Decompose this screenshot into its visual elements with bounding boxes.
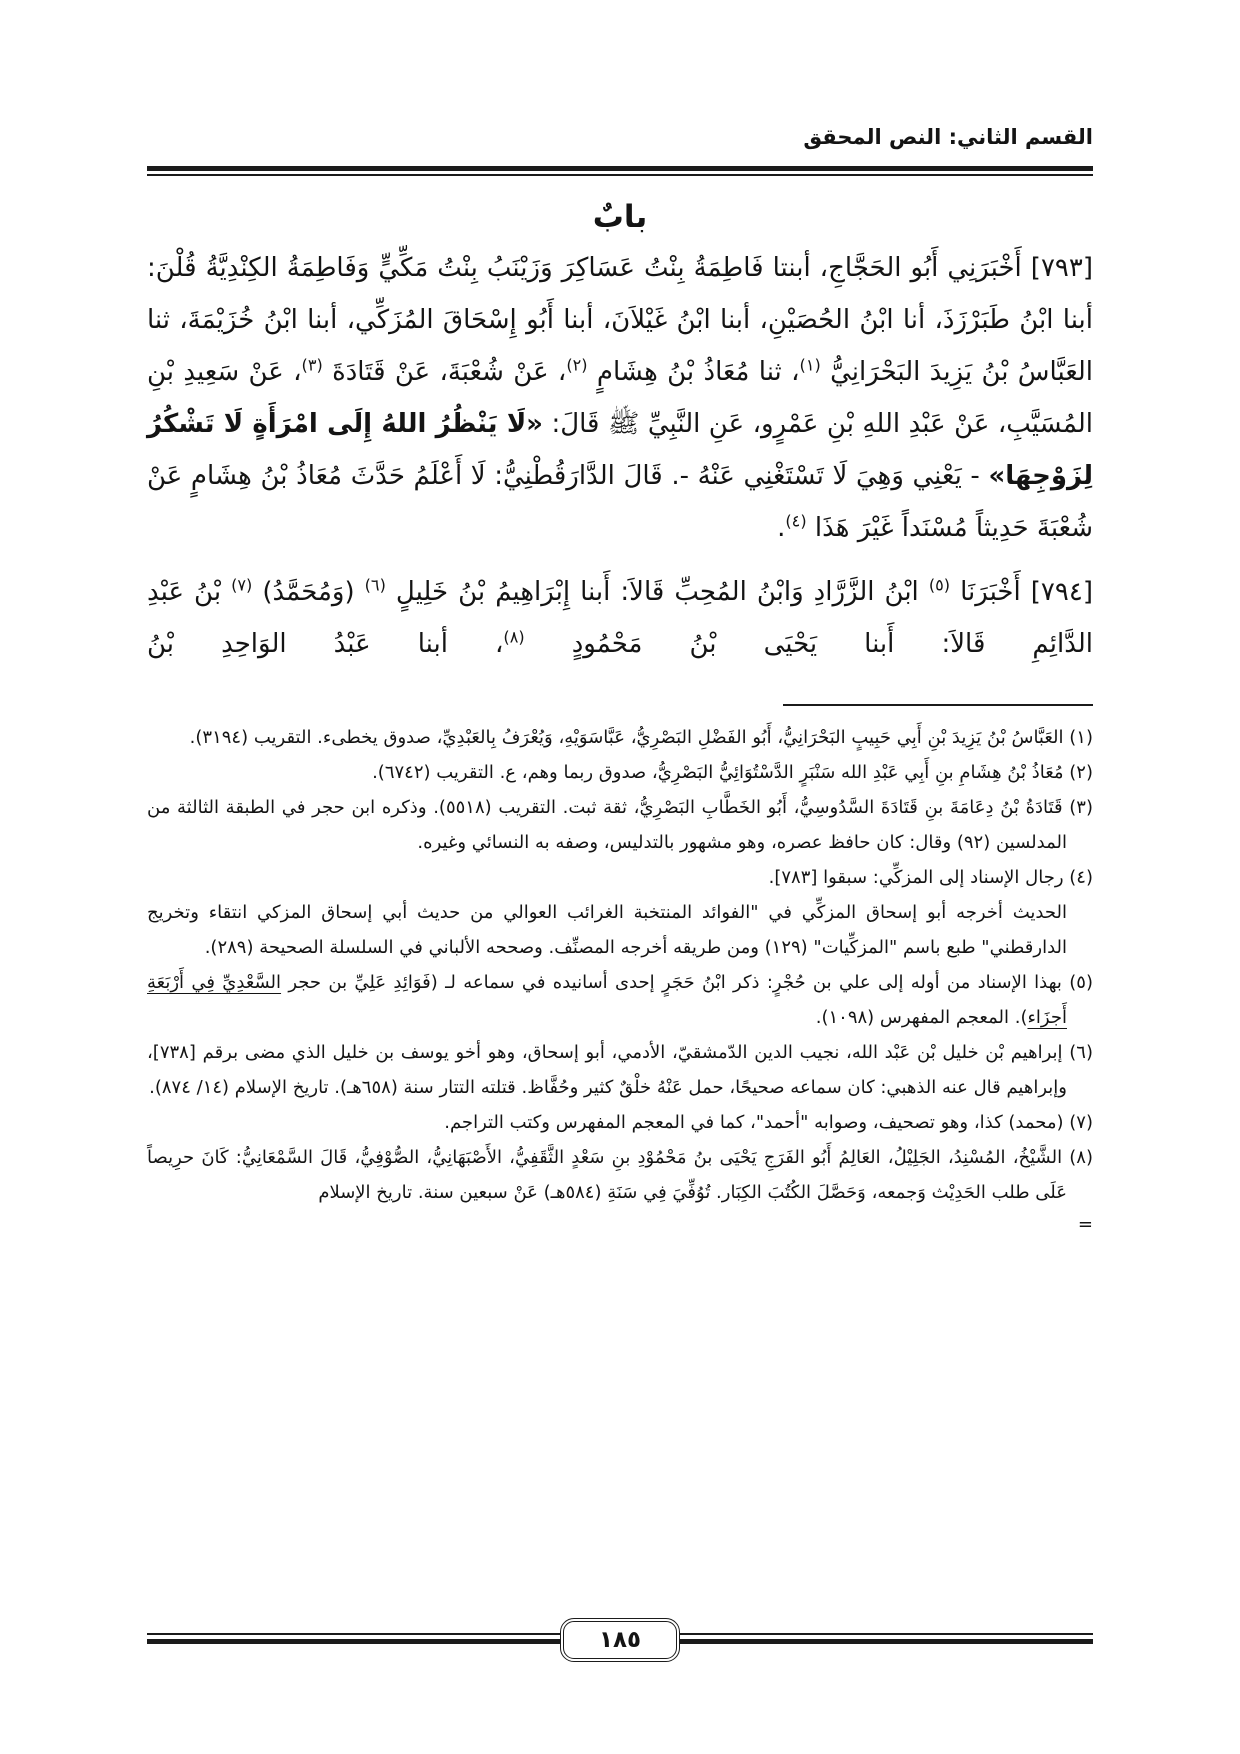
text-run: قَتَادَةُ بْنُ دِعَامَةَ بنِ قَتَادَةَ السَّدُوسِيُّ، أَبُو الخَطَّابِ البَصْرِيُّ، ثقة ثبت. التقريب (٥٥١٨). وذكره ابن حجر في الطبقة الثالثة من المدلسين (٩٢) وقال: كان حافظ عصره، وهو مشهور بالتدليس، وصفه به النسائي وغيره.: [147, 797, 1070, 853]
footnote-4-takhrij: [147, 895, 1093, 965]
text-run: الشَّيْخُ، المُسْنِدُ، الجَلِيْلُ، العَالِمُ أَبُو الفَرَجِ يَحْيَى بنُ مَحْمُوْدِ بنِ سَعْدٍ الثَّقَفِيُّ، الأَصْبَهَانِيُّ، الصُّوْفِيُّ، قَالَ السَّمْعَانِيُّ: كَانَ حرِيصاً عَلَى طلب الحَدِيْث وَجمعه، وَحَصَّلَ الكُتُبَ الكِبَار. تُوُفِّيَ فِي سَنَةِ (٥٨٤هـ) عَنْ سبعين سنة. تاريخ الإسلام: [147, 1147, 1070, 1203]
underlined-title: السَّعْدِيِّ فِي أَرْبَعَةِ أَجزَاء: [147, 972, 1067, 1028]
chapter-title: بابٌ: [592, 199, 648, 235]
text-run: ، أبنا عَبْدُ الوَاحِدِ بْنُ: [147, 629, 504, 659]
continuation-mark: =: [1077, 1214, 1093, 1235]
text-run: الحديث أخرجه أبو إسحاق المزكِّي في "الفوائد المنتخبة الغرائب العوالي من حديث أبي إسحاق المزكي انتقاء وتخريج الدارقطني" طبع باسم "المزكِّيات" (١٢٩) ومن طريقه أخرجه المصنِّف. وصححه الألباني في السلسلة الصحيحة (٢٨٩).: [147, 902, 1067, 958]
footnote-separator: [783, 704, 1093, 706]
running-header: القسم الثاني: النص المحقق: [803, 125, 1093, 149]
text-run: بهذا الإسناد من أوله إلى علي بن حُجْرٍ: ذكر ابْنُ حَجَرٍ إحدى أسانيده في سماعه لـ (فَوَائِدِ عَلِيِّ بن حجر: [281, 972, 1070, 993]
text-run: بْنُ عَبْدِ الدَّائِمِ قَالاَ: أَبنا يَحْيَى بْنُ مَحْمُودٍ: [147, 577, 1093, 659]
text-run: (محمد) كذا، وهو تصحيف، وصوابه "أحمد"، كما في المعجم المفهرس وكتب التراجم.: [444, 1112, 1070, 1133]
header-double-rule: [147, 166, 1093, 176]
footnote-marker: (١): [1069, 727, 1093, 748]
footnote-8: [147, 1140, 1093, 1210]
text-run: ابْنُ الزَّرَّادِ وَابْنُ المُحِبِّ قَالاَ: أَبنا إِبْرَاهِيمُ بْنُ خَلِيلٍ: [385, 577, 929, 607]
hadith-entry-794: [147, 566, 1093, 670]
text-run: مُعَاذُ بْنُ هِشَامِ بنِ أَبِي عَبْدِ الله سَنْبَرٍ الدَّسْتُوَائِيُّ البَصْرِيُّ، صدوق ربما وهم، ع. التقريب (٦٧٤٢).: [372, 762, 1070, 783]
footnote-ref: (٤): [785, 511, 807, 531]
footnote-marker: (٧): [1069, 1112, 1093, 1133]
footnote-ref: (٧): [231, 575, 253, 595]
page-number: ١٨٥: [598, 1627, 642, 1653]
text-run: ، ثنا مُعَاذُ بْنُ هِشَامٍ: [587, 357, 800, 387]
footnote-2: [147, 755, 1093, 790]
page-footer: [147, 1618, 1093, 1662]
page-content: [147, 122, 1093, 1662]
page-number-frame: [560, 1618, 680, 1662]
main-text: [147, 242, 1093, 670]
footnote-marker: (٤): [1069, 867, 1093, 888]
text-run: - يَعْنِي وَهِيَ لَا تَسْتَغْنِي عَنْهُ -. قَالَ الدَّارَقُطْنِيُّ: لَا أَعْلَمُ حَدَّثَ مُعَاذُ بْنُ هِشَامٍ عَنْ شُعْبَةَ حَدِيثاً مُسْنَداً غَيْرَ هَذَا: [147, 461, 1093, 543]
text-run: رجال الإسناد إلى المزكِّي: سبقوا [٧٨٣].: [768, 867, 1070, 888]
footnote-ref: (١): [799, 355, 821, 375]
hadith-text: «لَا يَنْظُرُ اللهُ إِلَى امْرَأَةٍ لَا تَشْكُرُ لِزَوْجِهَا»: [147, 409, 1093, 491]
text-run: ، عَنْ سَعِيدِ بْنِ المُسَيَّبِ، عَنْ عَبْدِ اللهِ بْنِ عَمْرٍو، عَنِ النَّبِيِّ ﷺ قَالَ:: [147, 357, 1093, 439]
footnote-ref: (٥): [928, 575, 951, 595]
footnote-marker: (٦): [1069, 1042, 1093, 1063]
footnote-ref: (٨): [503, 627, 525, 647]
footnote-7: [147, 1105, 1093, 1140]
text-run: (وَمُحَمَّدُ): [252, 577, 365, 607]
text-run: أَخْبَرَنِي أَبُو الحَجَّاجِ، أبنتا فَاطِمَةُ بِنْتُ عَسَاكِرَ وَزَيْنَبُ بِنْتُ مَكِّيٍّ وَفَاطِمَةُ الكِنْدِيَّةُ قُلْنَ: أبنا ابْنُ طَبَرْزَذَ، أنا ابْنُ الحُصَيْنِ، أبنا ابْنُ غَيْلاَنَ، أبنا أَبُو إِسْحَاقَ المُزَكِّي، أبنا ابْنُ خُزَيْمَةَ، ثنا العَبَّاسُ بْنُ يَزِيدَ البَحْرَانِيُّ: [147, 253, 1094, 387]
footnote-marker: (٣): [1069, 797, 1093, 818]
entry-number: [٧٩٤]: [1030, 577, 1093, 607]
footnote-ref: (٣): [301, 355, 323, 375]
entry-number: [٧٩٣]: [1030, 253, 1093, 283]
text-run: العَبَّاسُ بْنُ يَزِيدَ بْنِ أَبِي حَبِيبٍ البَحْرَانِيُّ، أَبُو الفَضْلِ البَصْرِيُّ، عَبَّاسَوَيْهِ، وَيُعْرَفُ بِالعَبْدِيِّ، صدوق يخطىء. التقريب (٣١٩٤).: [189, 727, 1070, 748]
footnotes: [147, 720, 1093, 1240]
footnote-4: [147, 860, 1093, 895]
footnote-5: [147, 965, 1093, 1035]
text-run: .: [777, 513, 786, 543]
footnote-marker: (٢): [1069, 762, 1093, 783]
footnote-1: [147, 720, 1093, 755]
footnote-3: [147, 790, 1093, 860]
text-run: ). المعجم المفهرس (١٠٩٨).: [815, 1007, 1028, 1028]
text-run: إبراهيم بْن خليل بْن عَبْد الله، نجيب الدين الدّمشقيّ، الأدمي، أبو إسحاق، وهو أخو يوسف بن خليل الذي مضى برقم [٧٣٨]، وإبراهيم قال عنه الذهبي: كان سماعه صحيحًا، حمل عَنْهُ خلْقٌ كثير وحُفَّاظ. قتلته التتار سنة (٦٥٨هـ). تاريخ الإسلام (١٤/ ٨٧٤).: [147, 1042, 1070, 1098]
text-run: أَخْبَرَنَا: [950, 577, 1031, 607]
footnote-marker: (٥): [1069, 972, 1093, 993]
hadith-entry-793: [147, 242, 1093, 554]
footnote-marker: (٨): [1069, 1147, 1093, 1168]
footnote-6: [147, 1035, 1093, 1105]
footnote-ref: (٢): [566, 355, 588, 375]
text-run: ، عَنْ شُعْبَةَ، عَنْ قَتَادَةَ: [322, 357, 567, 387]
footnote-ref: (٦): [364, 575, 386, 595]
